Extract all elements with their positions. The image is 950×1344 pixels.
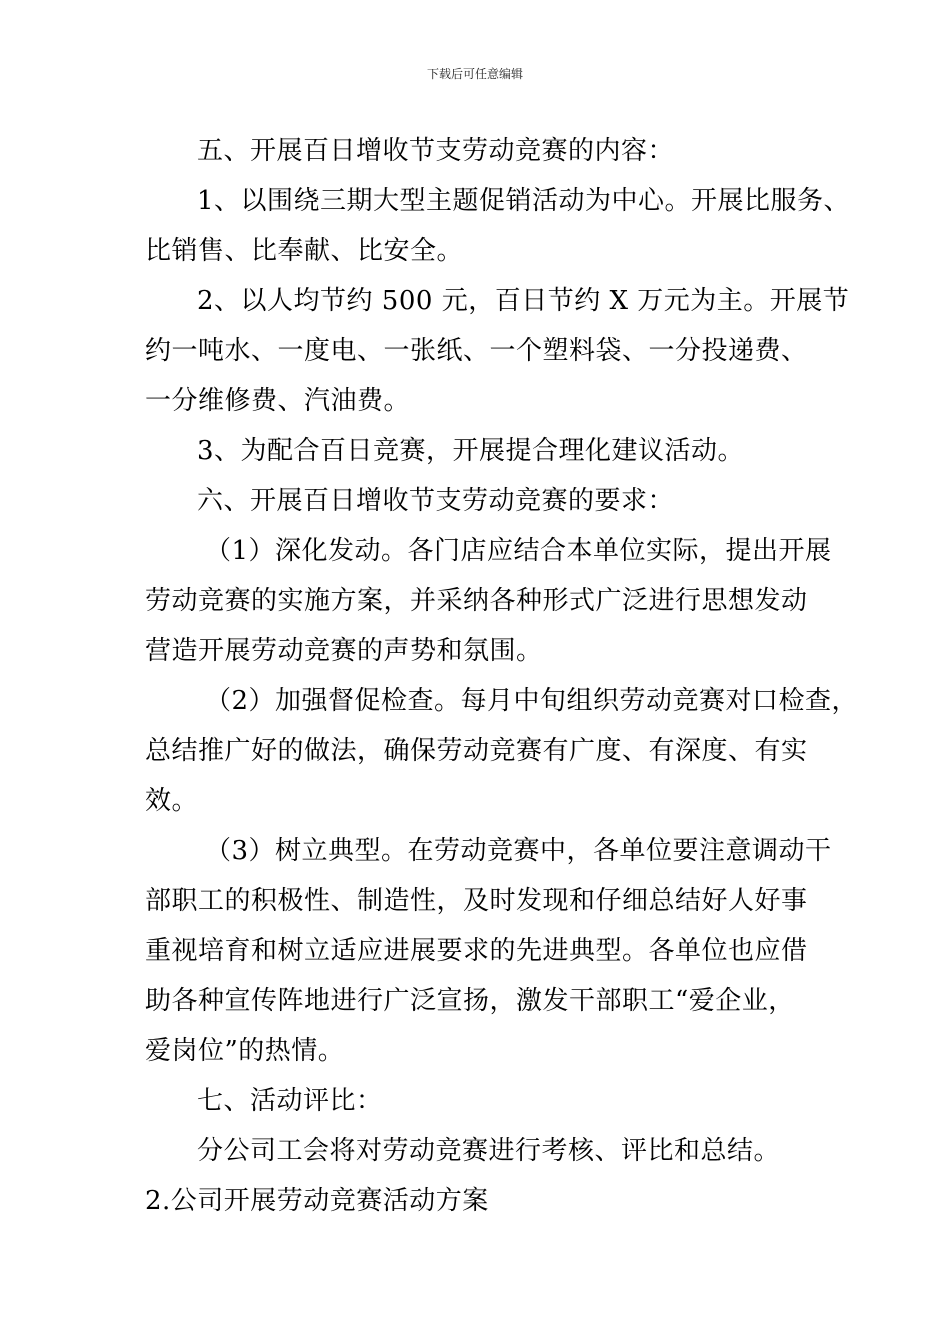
section-heading-evaluation <box>145 1076 830 1126</box>
evaluation-text <box>145 1126 830 1176</box>
text-line: 营造开展劳动竞赛的声势和氛围。 <box>145 636 543 666</box>
text-line: （3）树立典型。在劳动竞赛中，各单位要注意调动干 <box>205 836 832 866</box>
section-heading-requirements <box>145 476 830 526</box>
requirement-item-1 <box>145 526 830 676</box>
text-line: 效。 <box>145 786 199 816</box>
text-line: 劳动竞赛的实施方案，并采纳各种形式广泛进行思想发动 <box>145 586 808 616</box>
text-line: 2.公司开展劳动竞赛活动方案 <box>145 1186 489 1216</box>
text-line: 总结推广好的做法，确保劳动竞赛有广度、有深度、有实 <box>145 736 808 766</box>
text-line: 1、以围绕三期大型主题促销活动为中心。开展比服务、 <box>197 186 851 216</box>
text-line: 约一吨水、一度电、一张纸、一个塑料袋、一分投递费、 <box>145 336 808 366</box>
section-heading-content <box>145 126 830 176</box>
text-line: 助各种宣传阵地进行广泛宣扬，激发干部职工“爱企业， <box>145 986 795 1016</box>
text-line: 2、以人均节约 500 元，百日节约 X 万元为主。开展节 <box>197 286 850 316</box>
text-line: 比销售、比奉献、比安全。 <box>145 236 464 266</box>
list-item-1 <box>145 176 851 276</box>
text-line: 六、开展百日增收节支劳动竞赛的要求： <box>197 486 675 516</box>
list-item-3 <box>145 426 830 476</box>
document-body <box>145 126 859 1226</box>
text-line: 重视培育和树立适应进展要求的先进典型。各单位也应借 <box>145 936 808 966</box>
text-line: 3、为配合百日竞赛，开展提合理化建议活动。 <box>197 436 745 466</box>
next-document-title <box>145 1176 830 1226</box>
text-line: 五、开展百日增收节支劳动竞赛的内容： <box>197 136 675 166</box>
text-line: 部职工的积极性、制造性，及时发现和仔细总结好人好事 <box>145 886 808 916</box>
requirement-item-3 <box>145 826 830 1076</box>
text-line: 爱岗位”的热情。 <box>145 1036 345 1066</box>
list-item-2 <box>145 276 850 426</box>
text-line: 分公司工会将对劳动竞赛进行考核、评比和总结。 <box>197 1136 781 1166</box>
requirement-item-2 <box>145 676 859 826</box>
page-header: 下载后可任意编辑 <box>426 67 523 81</box>
text-line: 七、活动评比： <box>197 1086 383 1116</box>
text-line: （2）加强督促检查。每月中旬组织劳动竞赛对口检查， <box>205 686 859 716</box>
text-line: （1）深化发动。各门店应结合本单位实际，提出开展 <box>205 536 832 566</box>
text-line: 一分维修费、汽油费。 <box>145 386 411 416</box>
